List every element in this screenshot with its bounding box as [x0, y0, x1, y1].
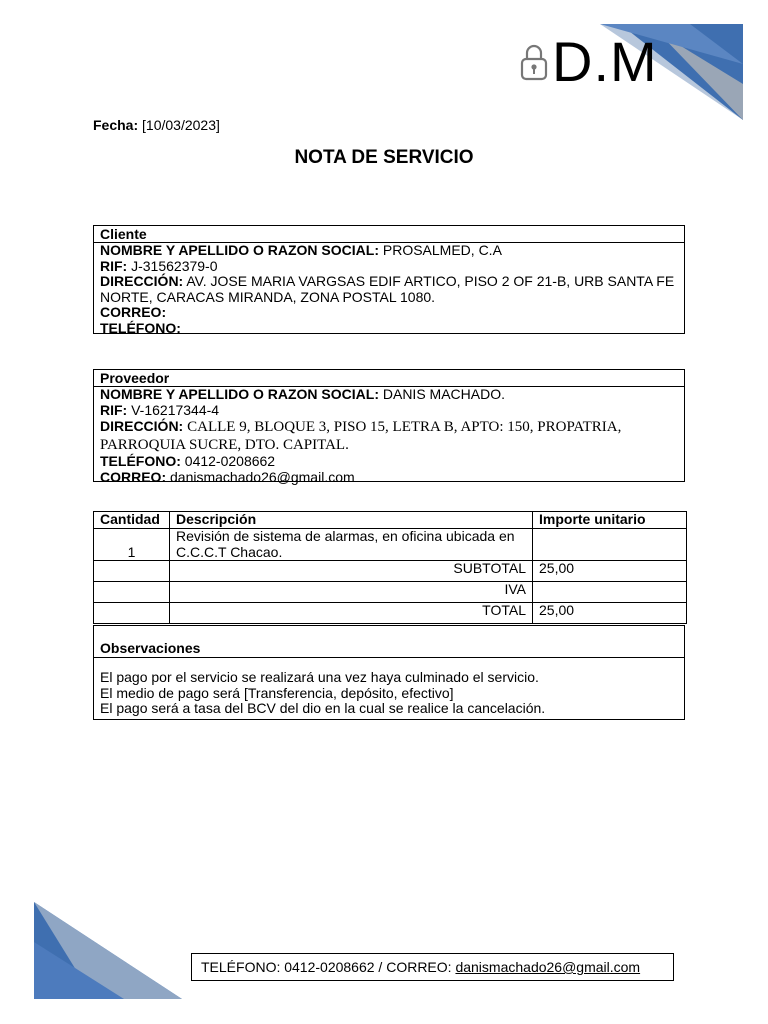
subtotal-label: SUBTOTAL	[170, 561, 533, 582]
proveedor-direccion-value: CALLE 9, BLOQUE 3, PISO 15, LETRA B, APTO: 150, PROPATRIA, PARROQUIA SUCRE, DTO. CAPITAL.	[100, 419, 622, 453]
cliente-rif-row	[100, 259, 678, 275]
cliente-nombre-label: NOMBRE Y APELLIDO O RAZON SOCIAL:	[100, 242, 379, 258]
header-importe: Importe unitario	[533, 512, 687, 529]
cliente-nombre-value: PROSALMED, C.A	[382, 242, 502, 258]
proveedor-direccion-row	[100, 418, 678, 454]
table-header-row	[94, 512, 687, 529]
cliente-correo-row	[100, 305, 678, 321]
cliente-telefono-row	[100, 321, 678, 337]
cliente-box	[93, 225, 685, 334]
proveedor-direccion-label: DIRECCIÓN:	[100, 418, 184, 434]
table-row	[94, 529, 687, 561]
subtotal-empty-cell	[94, 561, 170, 582]
subtotal-row	[94, 561, 687, 582]
row-cantidad: 1	[94, 529, 170, 561]
iva-value	[533, 582, 687, 603]
proveedor-nombre-value: DANIS MACHADO.	[382, 386, 505, 402]
row-descripcion: Revisión de sistema de alarmas, en oficina ubicada en C.C.C.T Chacao.	[170, 529, 533, 561]
header-cantidad: Cantidad	[94, 512, 170, 529]
footer-email-link[interactable]: danismachado26@gmail.com	[455, 959, 641, 975]
cliente-direccion-label: DIRECCIÓN:	[100, 273, 184, 289]
observacion-line: El pago por el servicio se realizará una vez haya culminado el servicio.	[100, 669, 539, 685]
proveedor-telefono-value: 0412-0208662	[184, 453, 276, 469]
fecha-label: Fecha:	[93, 117, 139, 133]
page-title: NOTA DE SERVICIO	[294, 147, 474, 168]
observacion-line: El medio de pago será [Transferencia, depósito, efectivo]	[100, 684, 454, 701]
proveedor-heading: Proveedor	[94, 370, 684, 387]
proveedor-correo-row	[100, 470, 678, 486]
row-importe	[533, 529, 687, 561]
proveedor-correo-value: danismachado26@gmail.com	[170, 468, 355, 485]
footer-contact	[191, 953, 674, 981]
corner-decoration-bottom-left	[34, 902, 182, 999]
cliente-telefono-label: TELÉFONO:	[100, 319, 181, 336]
proveedor-nombre-row	[100, 387, 678, 403]
proveedor-nombre-label: NOMBRE Y APELLIDO O RAZON SOCIAL:	[100, 386, 379, 402]
header-descripcion: Descripción	[170, 512, 533, 529]
brand-logo	[520, 30, 658, 93]
iva-row	[94, 582, 687, 603]
cliente-direccion-value: AV. JOSE MARIA VARGSAS EDIF ARTICO, PISO 2 OF 21-B, URB SANTA FE NORTE, CARACAS MIRANDA, ZONA POSTAL 1080.	[100, 273, 675, 305]
iva-empty-cell	[94, 582, 170, 603]
cliente-correo-label: CORREO:	[100, 304, 167, 320]
total-empty-cell	[94, 603, 170, 624]
observaciones-box	[93, 625, 685, 720]
proveedor-telefono-label: TELÉFONO:	[100, 453, 181, 469]
proveedor-box	[93, 369, 685, 485]
cliente-direccion-row	[100, 274, 678, 305]
total-value: 25,00	[533, 603, 687, 624]
proveedor-rif-value: V-16217344-4	[131, 401, 220, 418]
subtotal-value: 25,00	[533, 561, 687, 582]
proveedor-rif-row	[100, 403, 678, 419]
footer-prefix: TELÉFONO: 0412-0208662 / CORREO:	[201, 959, 456, 975]
proveedor-telefono-row	[100, 454, 678, 470]
iva-label: IVA	[170, 582, 533, 603]
padlock-icon	[520, 42, 548, 82]
observaciones-heading: Observaciones	[94, 626, 684, 658]
items-table	[93, 511, 687, 624]
cliente-rif-label: RIF:	[100, 257, 128, 274]
fecha-line	[93, 117, 220, 133]
total-label: TOTAL	[170, 603, 533, 624]
logo-text: D.M	[552, 30, 658, 93]
total-row	[94, 603, 687, 624]
cliente-rif-value: J-31562379-0	[131, 257, 218, 274]
proveedor-correo-label: CORREO:	[100, 468, 167, 485]
fecha-value: [10/03/2023]	[142, 117, 220, 133]
cliente-nombre-row	[100, 243, 678, 259]
proveedor-rif-label: RIF:	[100, 401, 128, 418]
cliente-heading: Cliente	[94, 226, 684, 243]
observacion-line: El pago será a tasa del BCV del dio en la cual se realice la cancelación.	[100, 700, 546, 716]
